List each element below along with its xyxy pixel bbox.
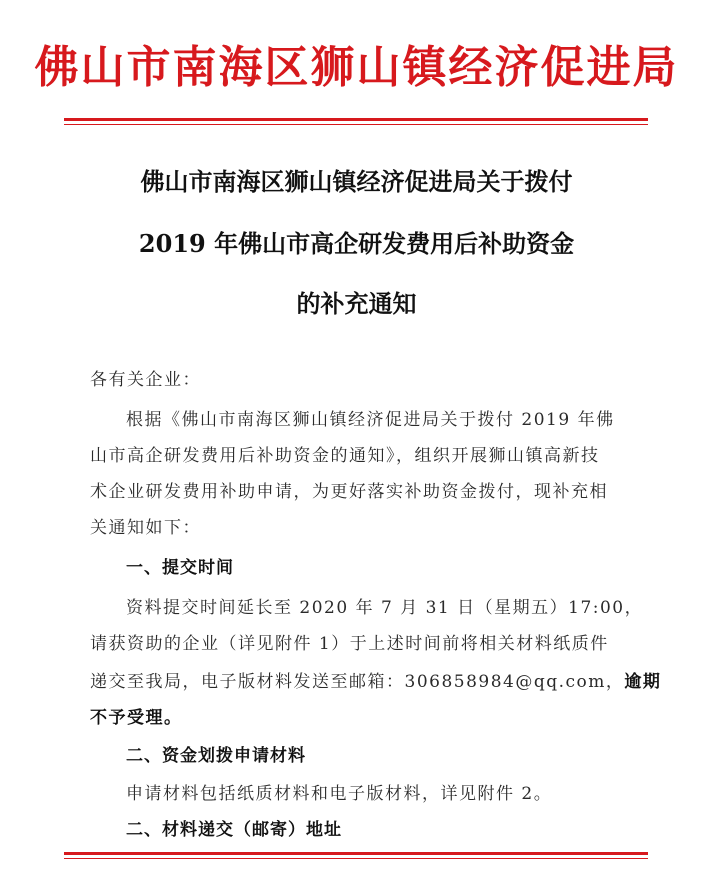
- header-divider-thin: [64, 124, 648, 125]
- document-title-line-3: 的补充通知: [296, 289, 417, 318]
- section-1-heading: 一、提交时间: [126, 558, 234, 578]
- section-2-heading: 二、资金划拨申请材料: [126, 746, 306, 766]
- overdue-notice-end: 不予受理。: [90, 708, 183, 728]
- paragraph-1-line-3: 术企业研发费用补助申请，为更好落实补助资金拨付，现补充相: [90, 482, 608, 502]
- paragraph-1-line-2: 山市高企研发费用后补助资金的通知》，组织开展狮山镇高新技: [90, 446, 600, 466]
- org-letterhead: 佛山市南海区狮山镇经济促进局: [34, 42, 679, 93]
- section-1-line-1: 资料提交时间延长至 2020 年 7 月 31 日（星期五）17:00，: [126, 598, 644, 618]
- header-divider-thick: [64, 118, 648, 121]
- section-3-heading: 二、材料递交（邮寄）地址: [126, 820, 342, 840]
- overdue-notice-start: 逾期: [624, 672, 662, 692]
- section-1-line-2: 请获资助的企业（详见附件 1）于上述时间前将相关材料纸质件: [90, 634, 609, 654]
- footer-divider-thin: [64, 858, 648, 859]
- footer-divider-thick: [64, 852, 648, 855]
- salutation: 各有关企业：: [90, 370, 201, 390]
- paragraph-1-line-4: 关通知如下：: [90, 518, 201, 538]
- document-title-line-2: 2019 年佛山市高企研发费用后补助资金: [138, 229, 575, 258]
- section-2-line-1: 申请材料包括纸质材料和电子版材料，详见附件 2。: [126, 784, 553, 804]
- section-1-line-3-text: 递交至我局，电子版材料发送至邮箱：306858984@qq.com，: [90, 672, 625, 692]
- paragraph-1-line-1: 根据《佛山市南海区狮山镇经济促进局关于拨付 2019 年佛: [126, 410, 615, 430]
- document-title-line-1: 佛山市南海区狮山镇经济促进局关于拨付: [140, 167, 573, 196]
- section-1-line-3: [90, 670, 661, 694]
